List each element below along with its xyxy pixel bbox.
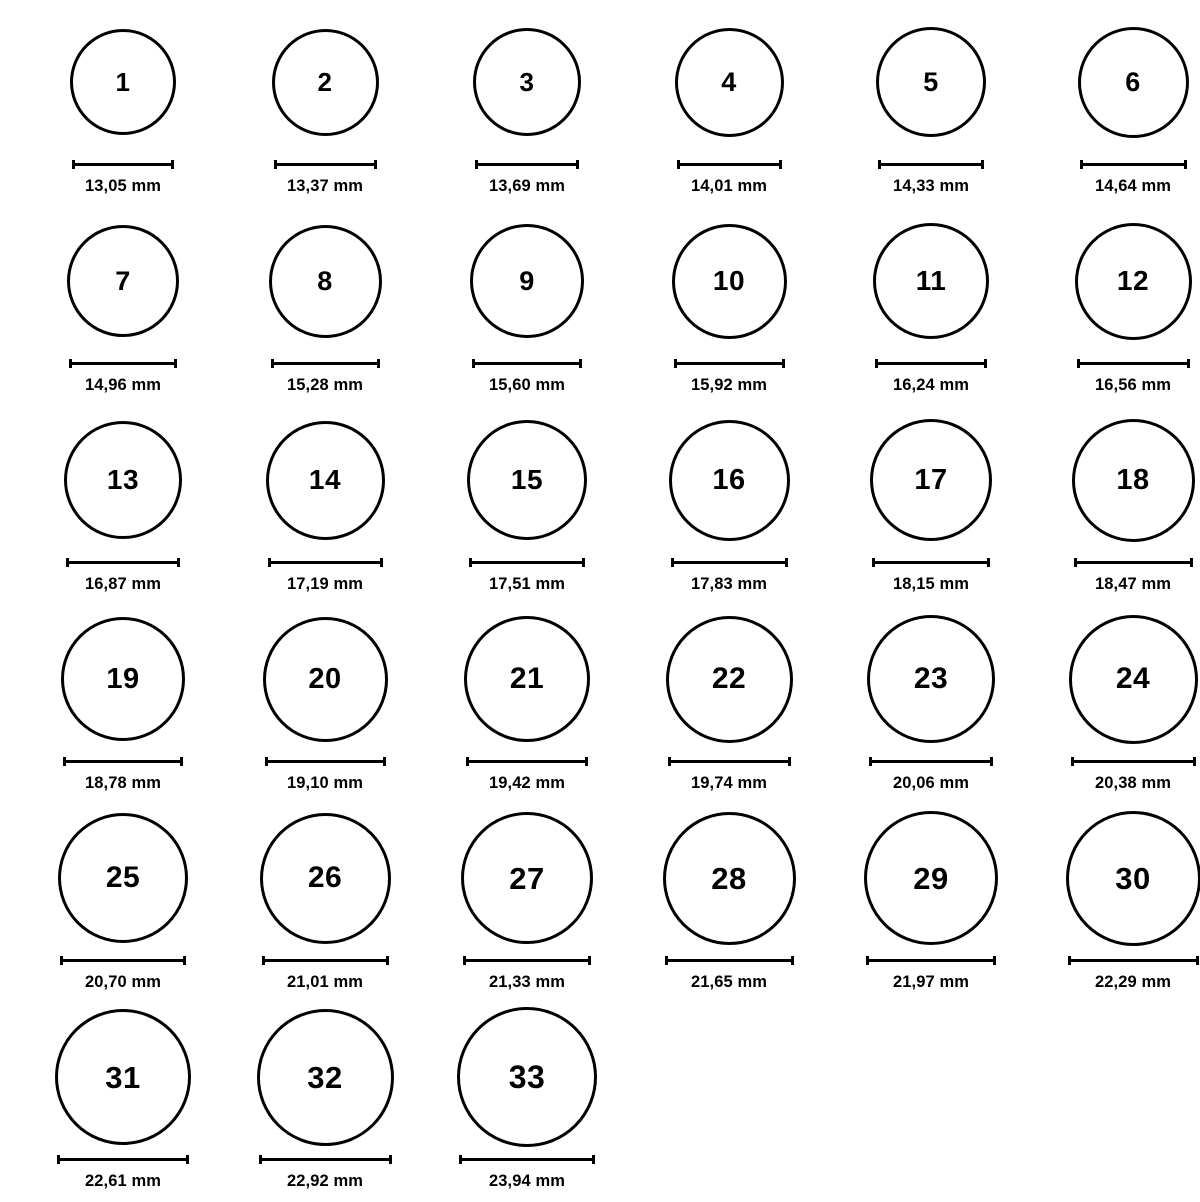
caliper-line bbox=[265, 760, 386, 763]
ring-circle bbox=[457, 1007, 597, 1147]
ring-circle bbox=[864, 811, 998, 945]
ring-size-number: 4 bbox=[721, 69, 737, 96]
ring-circle-wrap bbox=[457, 1003, 597, 1151]
ring-circle-wrap bbox=[873, 207, 989, 355]
ring-circle bbox=[1072, 419, 1195, 542]
ring-size-cell bbox=[634, 207, 824, 406]
ring-diameter-label: 20,06 mm bbox=[893, 774, 969, 793]
ring-size-number: 5 bbox=[923, 69, 939, 96]
ring-circle bbox=[473, 28, 581, 136]
ring-circle bbox=[266, 421, 385, 540]
ring-circle bbox=[675, 28, 784, 137]
ring-size-number: 3 bbox=[520, 69, 535, 95]
ring-size-cell bbox=[836, 804, 1026, 1003]
ring-size-cell bbox=[836, 605, 1026, 804]
ring-size-cell bbox=[634, 406, 824, 605]
ring-circle-wrap bbox=[870, 406, 992, 554]
caliper-bar bbox=[72, 160, 174, 169]
ring-size-cell bbox=[432, 1003, 622, 1202]
ring-circle bbox=[666, 616, 793, 743]
ring-circle bbox=[55, 1009, 191, 1145]
ring-size-cell bbox=[836, 406, 1026, 605]
ring-size-cell bbox=[230, 8, 420, 207]
ring-size-cell bbox=[28, 207, 218, 406]
caliper-bar bbox=[57, 1155, 189, 1164]
ring-circle-wrap bbox=[61, 605, 185, 753]
caliper-bar bbox=[1080, 160, 1187, 169]
ring-circle bbox=[873, 223, 989, 339]
caliper-line bbox=[1077, 362, 1190, 365]
ring-circle bbox=[1066, 811, 1200, 946]
ring-diameter-label: 19,74 mm bbox=[691, 774, 767, 793]
ring-diameter-label: 17,19 mm bbox=[287, 575, 363, 594]
caliper-line bbox=[671, 561, 788, 564]
caliper-bar bbox=[463, 956, 591, 965]
ring-size-number: 33 bbox=[509, 1061, 546, 1093]
caliper-bar bbox=[875, 359, 987, 368]
diameter-caliper bbox=[69, 357, 177, 369]
ring-diameter-label: 22,92 mm bbox=[287, 1172, 363, 1191]
diameter-caliper bbox=[463, 954, 591, 966]
ring-circle-wrap bbox=[461, 804, 593, 952]
caliper-bar bbox=[677, 160, 782, 169]
caliper-bar bbox=[665, 956, 794, 965]
diameter-caliper bbox=[472, 357, 582, 369]
diameter-caliper bbox=[57, 1153, 189, 1165]
ring-circle-wrap bbox=[1075, 207, 1192, 355]
ring-circle-wrap bbox=[672, 207, 787, 355]
ring-circle bbox=[1075, 223, 1192, 340]
diameter-caliper bbox=[866, 954, 996, 966]
ring-size-cell bbox=[1038, 605, 1200, 804]
ring-circle bbox=[61, 617, 185, 741]
ring-size-cell bbox=[432, 8, 622, 207]
ring-circle-wrap bbox=[67, 207, 179, 355]
ring-circle bbox=[64, 421, 182, 539]
ring-circle-wrap bbox=[1072, 406, 1195, 554]
ring-circle-wrap bbox=[663, 804, 796, 952]
ring-size-number: 24 bbox=[1116, 664, 1150, 694]
diameter-caliper bbox=[475, 158, 579, 170]
diameter-caliper bbox=[63, 755, 183, 767]
caliper-bar bbox=[1074, 558, 1193, 567]
caliper-line bbox=[878, 163, 984, 166]
ring-circle bbox=[876, 27, 986, 137]
ring-circle-wrap bbox=[867, 605, 995, 753]
ring-circle-wrap bbox=[263, 605, 388, 753]
ring-diameter-label: 23,94 mm bbox=[489, 1172, 565, 1191]
ring-size-number: 9 bbox=[519, 268, 535, 295]
ring-size-cell bbox=[1038, 8, 1200, 207]
ring-diameter-label: 14,64 mm bbox=[1095, 177, 1171, 196]
ring-size-number: 25 bbox=[106, 863, 140, 893]
ring-diameter-label: 16,87 mm bbox=[85, 575, 161, 594]
ring-circle bbox=[461, 812, 593, 944]
caliper-bar bbox=[265, 757, 386, 766]
diameter-caliper bbox=[869, 755, 993, 767]
diameter-caliper bbox=[268, 556, 383, 568]
ring-size-cell bbox=[28, 8, 218, 207]
ring-size-cell bbox=[28, 804, 218, 1003]
ring-diameter-label: 21,33 mm bbox=[489, 973, 565, 992]
ring-diameter-label: 18,47 mm bbox=[1095, 575, 1171, 594]
ring-circle bbox=[67, 225, 179, 337]
caliper-line bbox=[259, 1158, 392, 1161]
diameter-caliper bbox=[1068, 954, 1199, 966]
ring-size-number: 11 bbox=[916, 267, 947, 295]
ring-circle-wrap bbox=[58, 804, 188, 952]
ring-diameter-label: 20,38 mm bbox=[1095, 774, 1171, 793]
caliper-bar bbox=[674, 359, 785, 368]
ring-size-number: 20 bbox=[308, 665, 341, 694]
caliper-bar bbox=[259, 1155, 392, 1164]
ring-size-cell bbox=[432, 207, 622, 406]
ring-size-cell bbox=[634, 8, 824, 207]
ring-circle bbox=[669, 420, 790, 541]
ring-circle-wrap bbox=[260, 804, 391, 952]
ring-circle-wrap bbox=[473, 8, 581, 156]
ring-size-number: 7 bbox=[115, 268, 131, 295]
ring-diameter-label: 15,92 mm bbox=[691, 376, 767, 395]
ring-size-number: 12 bbox=[1117, 267, 1149, 295]
ring-diameter-label: 17,51 mm bbox=[489, 575, 565, 594]
ring-diameter-label: 21,65 mm bbox=[691, 973, 767, 992]
ring-size-cell bbox=[28, 605, 218, 804]
ring-size-number: 1 bbox=[116, 69, 131, 95]
ring-size-cell bbox=[230, 1003, 420, 1202]
ring-circle bbox=[1078, 27, 1189, 138]
ring-size-number: 30 bbox=[1115, 863, 1150, 894]
caliper-bar bbox=[268, 558, 383, 567]
caliper-bar bbox=[63, 757, 183, 766]
caliper-bar bbox=[262, 956, 389, 965]
ring-diameter-label: 13,69 mm bbox=[489, 177, 565, 196]
diameter-caliper bbox=[459, 1153, 595, 1165]
ring-circle-wrap bbox=[269, 207, 382, 355]
caliper-line bbox=[463, 959, 591, 962]
caliper-bar bbox=[60, 956, 186, 965]
ring-circle-wrap bbox=[464, 605, 590, 753]
caliper-line bbox=[1071, 760, 1196, 763]
ring-circle-wrap bbox=[669, 406, 790, 554]
ring-circle bbox=[257, 1009, 394, 1146]
ring-circle-wrap bbox=[470, 207, 584, 355]
caliper-bar bbox=[459, 1155, 595, 1164]
caliper-bar bbox=[66, 558, 180, 567]
ring-diameter-label: 15,28 mm bbox=[287, 376, 363, 395]
caliper-bar bbox=[475, 160, 579, 169]
ring-circle-wrap bbox=[666, 605, 793, 753]
diameter-caliper bbox=[875, 357, 987, 369]
ring-circle-wrap bbox=[675, 8, 784, 156]
ring-diameter-label: 14,96 mm bbox=[85, 376, 161, 395]
ring-size-cell bbox=[836, 207, 1026, 406]
caliper-line bbox=[466, 760, 588, 763]
caliper-bar bbox=[1068, 956, 1199, 965]
ring-diameter-label: 19,42 mm bbox=[489, 774, 565, 793]
ring-circle-wrap bbox=[1069, 605, 1198, 753]
caliper-line bbox=[57, 1158, 189, 1161]
caliper-line bbox=[677, 163, 782, 166]
ring-size-number: 23 bbox=[914, 664, 948, 694]
ring-diameter-label: 15,60 mm bbox=[489, 376, 565, 395]
ring-circle bbox=[467, 420, 587, 540]
ring-diameter-label: 13,37 mm bbox=[287, 177, 363, 196]
ring-circle bbox=[263, 617, 388, 742]
caliper-bar bbox=[271, 359, 380, 368]
caliper-line bbox=[1080, 163, 1187, 166]
ring-diameter-label: 22,29 mm bbox=[1095, 973, 1171, 992]
diameter-caliper bbox=[665, 954, 794, 966]
ring-circle-wrap bbox=[272, 8, 379, 156]
diameter-caliper bbox=[668, 755, 791, 767]
ring-size-number: 26 bbox=[308, 863, 342, 893]
caliper-line bbox=[66, 561, 180, 564]
caliper-line bbox=[268, 561, 383, 564]
ring-circle-wrap bbox=[864, 804, 998, 952]
diameter-caliper bbox=[259, 1153, 392, 1165]
diameter-caliper bbox=[671, 556, 788, 568]
diameter-caliper bbox=[274, 158, 377, 170]
caliper-line bbox=[472, 362, 582, 365]
caliper-bar bbox=[869, 757, 993, 766]
diameter-caliper bbox=[265, 755, 386, 767]
caliper-line bbox=[469, 561, 585, 564]
ring-size-cell bbox=[230, 804, 420, 1003]
ring-diameter-label: 14,01 mm bbox=[691, 177, 767, 196]
ring-diameter-label: 21,97 mm bbox=[893, 973, 969, 992]
diameter-caliper bbox=[1074, 556, 1193, 568]
ring-circle bbox=[470, 224, 584, 338]
ring-diameter-label: 20,70 mm bbox=[85, 973, 161, 992]
ring-size-number: 6 bbox=[1125, 69, 1141, 96]
ring-size-cell bbox=[1038, 207, 1200, 406]
ring-circle bbox=[260, 813, 391, 944]
ring-size-number: 14 bbox=[309, 466, 341, 494]
ring-size-cell bbox=[28, 406, 218, 605]
caliper-line bbox=[866, 959, 996, 962]
ring-size-cell bbox=[836, 8, 1026, 207]
ring-size-cell bbox=[432, 605, 622, 804]
ring-diameter-label: 21,01 mm bbox=[287, 973, 363, 992]
ring-diameter-label: 16,24 mm bbox=[893, 376, 969, 395]
ring-size-number: 19 bbox=[106, 665, 139, 694]
ring-circle bbox=[870, 419, 992, 541]
ring-circle-wrap bbox=[1066, 804, 1200, 952]
caliper-bar bbox=[69, 359, 177, 368]
caliper-bar bbox=[872, 558, 990, 567]
ring-circle bbox=[464, 616, 590, 742]
ring-size-number: 27 bbox=[509, 863, 544, 894]
caliper-line bbox=[1074, 561, 1193, 564]
caliper-line bbox=[63, 760, 183, 763]
ring-circle bbox=[70, 29, 176, 135]
ring-size-number: 2 bbox=[318, 69, 333, 95]
ring-circle-wrap bbox=[467, 406, 587, 554]
ring-size-number: 17 bbox=[914, 466, 947, 495]
diameter-caliper bbox=[674, 357, 785, 369]
ring-circle-wrap bbox=[876, 8, 986, 156]
caliper-bar bbox=[1077, 359, 1190, 368]
caliper-bar bbox=[671, 558, 788, 567]
caliper-line bbox=[1068, 959, 1199, 962]
caliper-line bbox=[274, 163, 377, 166]
ring-diameter-label: 13,05 mm bbox=[85, 177, 161, 196]
caliper-bar bbox=[866, 956, 996, 965]
caliper-line bbox=[69, 362, 177, 365]
caliper-line bbox=[262, 959, 389, 962]
ring-size-cell bbox=[28, 1003, 218, 1202]
ring-size-number: 18 bbox=[1116, 466, 1149, 495]
diameter-caliper bbox=[878, 158, 984, 170]
ring-circle bbox=[1069, 615, 1198, 744]
ring-size-cell bbox=[230, 605, 420, 804]
ring-size-cell bbox=[634, 605, 824, 804]
ring-size-cell bbox=[1038, 804, 1200, 1003]
ring-circle bbox=[58, 813, 188, 943]
caliper-bar bbox=[469, 558, 585, 567]
ring-circle-wrap bbox=[257, 1003, 394, 1151]
ring-size-number: 15 bbox=[511, 466, 543, 494]
diameter-caliper bbox=[72, 158, 174, 170]
ring-diameter-label: 17,83 mm bbox=[691, 575, 767, 594]
diameter-caliper bbox=[262, 954, 389, 966]
caliper-line bbox=[60, 959, 186, 962]
diameter-caliper bbox=[271, 357, 380, 369]
caliper-line bbox=[875, 362, 987, 365]
ring-diameter-label: 14,33 mm bbox=[893, 177, 969, 196]
caliper-line bbox=[271, 362, 380, 365]
ring-circle-wrap bbox=[70, 8, 176, 156]
ring-circle bbox=[272, 29, 379, 136]
caliper-bar bbox=[668, 757, 791, 766]
ring-size-cell bbox=[230, 406, 420, 605]
ring-size-number: 28 bbox=[711, 863, 746, 894]
ring-size-cell bbox=[432, 406, 622, 605]
ring-size-cell bbox=[230, 207, 420, 406]
ring-diameter-label: 18,15 mm bbox=[893, 575, 969, 594]
ring-size-number: 29 bbox=[913, 863, 948, 894]
ring-circle-wrap bbox=[1078, 8, 1189, 156]
caliper-bar bbox=[472, 359, 582, 368]
ring-circle bbox=[867, 615, 995, 743]
diameter-caliper bbox=[677, 158, 782, 170]
caliper-bar bbox=[466, 757, 588, 766]
ring-circle bbox=[672, 224, 787, 339]
caliper-line bbox=[869, 760, 993, 763]
caliper-bar bbox=[1071, 757, 1196, 766]
ring-size-cell bbox=[432, 804, 622, 1003]
ring-circle-wrap bbox=[55, 1003, 191, 1151]
ring-size-number: 21 bbox=[510, 664, 544, 694]
caliper-line bbox=[475, 163, 579, 166]
diameter-caliper bbox=[66, 556, 180, 568]
caliper-bar bbox=[878, 160, 984, 169]
ring-size-number: 13 bbox=[107, 466, 139, 494]
ring-diameter-label: 16,56 mm bbox=[1095, 376, 1171, 395]
caliper-line bbox=[872, 561, 990, 564]
caliper-line bbox=[668, 760, 791, 763]
ring-size-number: 22 bbox=[712, 664, 746, 694]
ring-diameter-label: 18,78 mm bbox=[85, 774, 161, 793]
diameter-caliper bbox=[1077, 357, 1190, 369]
ring-size-number: 8 bbox=[317, 268, 333, 295]
diameter-caliper bbox=[1071, 755, 1196, 767]
ring-diameter-label: 19,10 mm bbox=[287, 774, 363, 793]
diameter-caliper bbox=[1080, 158, 1187, 170]
caliper-line bbox=[459, 1158, 595, 1161]
ring-circle-wrap bbox=[266, 406, 385, 554]
diameter-caliper bbox=[469, 556, 585, 568]
caliper-line bbox=[665, 959, 794, 962]
diameter-caliper bbox=[60, 954, 186, 966]
ring-size-number: 32 bbox=[307, 1062, 342, 1093]
ring-circle bbox=[269, 225, 382, 338]
diameter-caliper bbox=[872, 556, 990, 568]
caliper-line bbox=[674, 362, 785, 365]
caliper-line bbox=[72, 163, 174, 166]
ring-circle bbox=[663, 812, 796, 945]
ring-size-number: 31 bbox=[105, 1062, 140, 1093]
ring-size-cell bbox=[1038, 406, 1200, 605]
diameter-caliper bbox=[466, 755, 588, 767]
ring-size-number: 16 bbox=[712, 466, 745, 495]
caliper-bar bbox=[274, 160, 377, 169]
ring-size-number: 10 bbox=[713, 267, 745, 295]
ring-size-cell bbox=[634, 804, 824, 1003]
ring-circle-wrap bbox=[64, 406, 182, 554]
ring-diameter-label: 22,61 mm bbox=[85, 1172, 161, 1191]
